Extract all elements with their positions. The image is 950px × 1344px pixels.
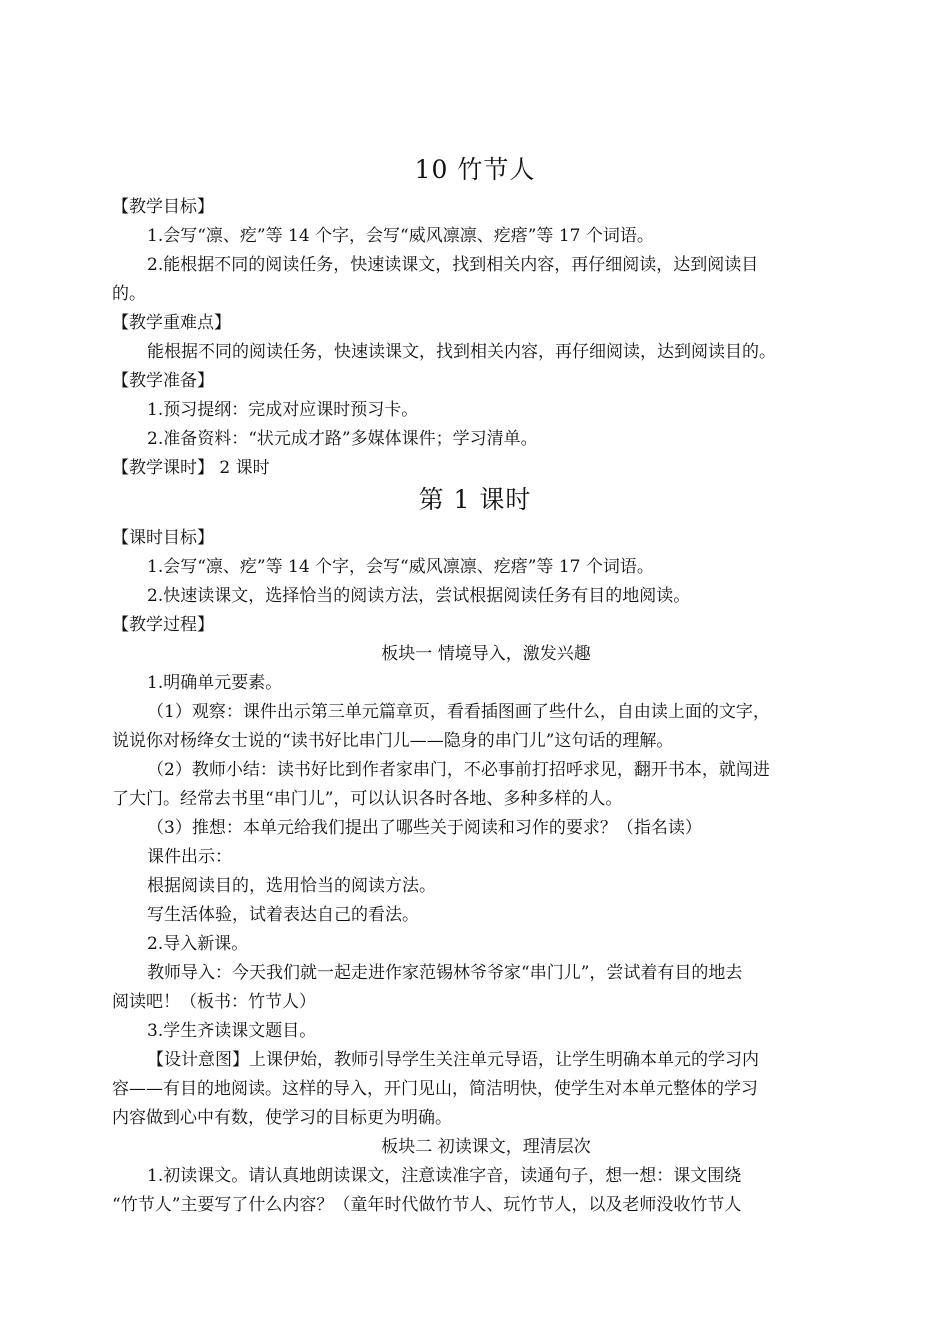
- text-line: 【教学过程】: [112, 615, 214, 635]
- text-line: 2.导入新课。: [147, 934, 249, 954]
- text-line: （2）教师小结：读书好比到作者家串门，不必事前打招呼求见，翻开书本，就闯进: [147, 760, 770, 780]
- text-line: 容——有目的地阅读。这样的导入，开门见山，简洁明快，使学生对本单元整体的学习: [112, 1079, 758, 1099]
- text-line: 根据阅读目的，选用恰当的阅读方法。: [147, 876, 436, 896]
- document-title: 10 竹节人: [414, 155, 536, 184]
- section-heading: 板块二 初读课文，理清层次: [381, 1137, 591, 1157]
- text-line: 2.快速读课文，选择恰当的阅读方法，尝试根据阅读任务有目的地阅读。: [147, 586, 691, 606]
- text-line: 教师导入：今天我们就一起走进作家范锡林爷爷家“串门儿”，尝试着有目的地去: [147, 963, 743, 983]
- text-line: 【设计意图】上课伊始，教师引导学生关注单元导语，让学生明确本单元的学习内: [147, 1050, 759, 1070]
- text-line: 说说你对杨绛女士说的“读书好比串门儿——隐身的串门儿”这句话的理解。: [112, 731, 674, 751]
- lesson-title: 第 1 课时: [418, 485, 532, 514]
- text-line: 了大门。经常去书里“串门儿”，可以认识各时各地、多种多样的人。: [112, 789, 623, 809]
- text-line: 内容做到心中有数，使学习的目标更为明确。: [112, 1108, 452, 1128]
- text-line: “竹节人”主要写了什么内容？（童年时代做竹节人、玩竹节人，以及老师没收竹节人: [112, 1195, 742, 1215]
- text-line: 阅读吧！（板书：竹节人）: [112, 992, 316, 1012]
- text-line: 【教学重难点】: [112, 313, 231, 333]
- text-line: 能根据不同的阅读任务，快速读课文，找到相关内容，再仔细阅读，达到阅读目的。: [147, 342, 776, 362]
- text-line: 3.学生齐读课文题目。: [147, 1021, 317, 1041]
- text-line: 1.会写“凛、疙”等 14 个字，会写“威风凛凛、疙瘩”等 17 个词语。: [147, 557, 654, 577]
- text-line: 1.明确单元要素。: [147, 673, 283, 693]
- text-line: 【课时目标】: [112, 528, 214, 548]
- text-line: 【教学课时】 2 课时: [112, 458, 270, 478]
- text-line: 课件出示：: [147, 847, 232, 867]
- text-line: 的。: [112, 284, 146, 304]
- section-heading: 板块一 情境导入，激发兴趣: [381, 644, 591, 664]
- text-line: 1.会写“凛、疙”等 14 个字，会写“威风凛凛、疙瘩”等 17 个词语。: [147, 226, 654, 246]
- text-line: 【教学准备】: [112, 371, 214, 391]
- text-line: 1.预习提纲：完成对应课时预习卡。: [147, 400, 419, 420]
- text-line: （3）推想：本单元给我们提出了哪些关于阅读和习作的要求？（指名读）: [147, 818, 702, 838]
- text-line: （1）观察：课件出示第三单元篇章页，看看插图画了些什么，自由读上面的文字，: [147, 702, 770, 722]
- text-line: 写生活体验，试着表达自己的看法。: [147, 905, 419, 925]
- text-line: 2.能根据不同的阅读任务，快速读课文，找到相关内容，再仔细阅读，达到阅读目: [147, 255, 759, 275]
- text-line: 2.准备资料：“状元成才路”多媒体课件；学习清单。: [147, 429, 538, 449]
- text-line: 1.初读课文。请认真地朗读课文，注意读准字音，读通句子，想一想：课文围绕: [147, 1166, 742, 1186]
- text-line: 【教学目标】: [112, 197, 214, 217]
